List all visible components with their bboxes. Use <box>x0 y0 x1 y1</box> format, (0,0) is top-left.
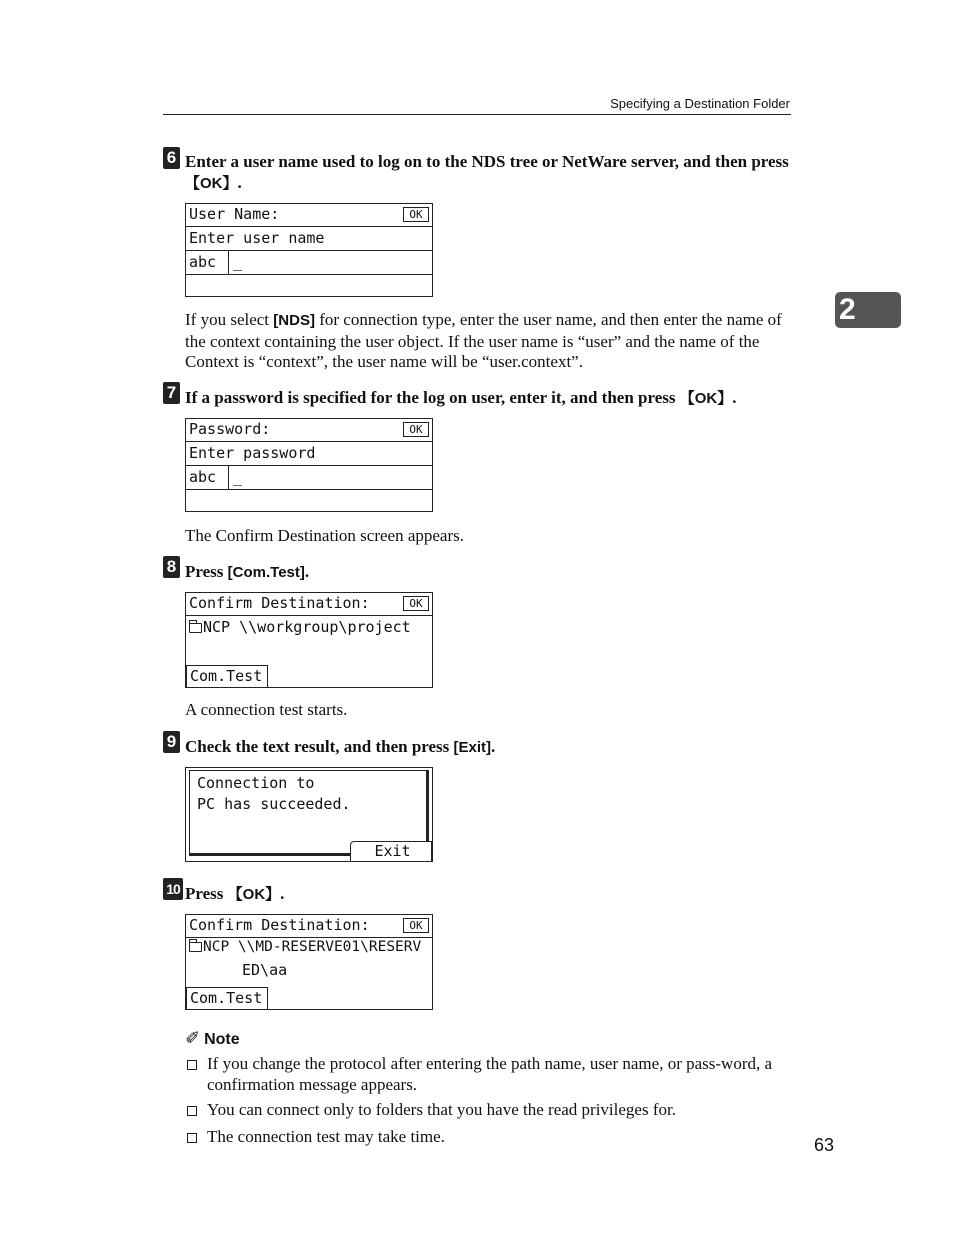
input-divider <box>228 466 229 489</box>
lcd-title: Confirm Destination: <box>189 916 370 934</box>
note-item-text: The connection test may take time. <box>207 1127 445 1146</box>
step-number-9: 9 <box>163 731 180 753</box>
step-8-period: . <box>304 562 310 581</box>
result-line-2: PC has succeeded. <box>197 795 351 813</box>
note-item-text: You can connect only to folders that you have the read privileges for. <box>207 1100 676 1119</box>
lcd-title-row <box>186 593 432 616</box>
note-label: Note <box>204 1031 240 1048</box>
step-8-text: Press <box>185 562 228 581</box>
input-mode-label: abc <box>189 253 217 271</box>
step-9-period: . <box>491 737 496 756</box>
destination-path-line-2: ED\aa <box>242 961 288 979</box>
checkbox-icon <box>187 1106 197 1116</box>
ok-button[interactable]: OK <box>403 918 429 933</box>
exit-button[interactable]: Exit <box>350 841 432 861</box>
lcd-title-row <box>186 419 432 442</box>
lcd-confirm-destination-screen <box>185 592 433 688</box>
confirm-screen-note: The Confirm Destination screen appears. <box>185 526 464 545</box>
step-8-instruction <box>185 561 791 583</box>
destination-path <box>189 618 411 636</box>
step-number-8: 8 <box>163 556 180 578</box>
step-6-instruction <box>185 151 791 194</box>
lcd-user-name-screen <box>185 203 433 297</box>
com-test-button[interactable]: Com.Test <box>186 987 268 1009</box>
ok-key-label: 【OK】 <box>227 886 281 903</box>
step-7-period: . <box>732 388 737 407</box>
result-line-1: Connection to <box>197 774 315 792</box>
lcd-input-row[interactable] <box>186 466 432 490</box>
ok-key-label: 【OK】 <box>185 175 238 192</box>
lcd-input-row[interactable] <box>186 251 432 275</box>
lcd-confirm-destination-screen-2 <box>185 914 433 1010</box>
note-item-text: If you change the protocol after entering the path name, user name, or pass-word, a confirmation message appears. <box>207 1054 773 1094</box>
ok-button[interactable]: OK <box>403 422 429 437</box>
ok-button[interactable]: OK <box>403 207 429 222</box>
folder-icon <box>189 942 202 952</box>
input-mode-label: abc <box>189 468 217 486</box>
test-starts-note: A connection test starts. <box>185 700 348 719</box>
step-9-instruction <box>185 736 791 758</box>
nds-key-label: [NDS] <box>273 312 315 329</box>
page-number: 63 <box>813 1135 834 1155</box>
step-6-text: Enter a user name used to log on to the NDS tree or NetWare server, and then press <box>185 152 789 171</box>
step-6-period: . <box>237 173 242 192</box>
ok-key-label: 【OK】 <box>679 390 733 407</box>
nds-text-pre: If you select <box>185 310 274 329</box>
com-test-key-label: [Com.Test] <box>227 564 305 581</box>
note-item <box>185 1127 791 1149</box>
lcd-password-screen <box>185 418 433 512</box>
text-cursor: _ <box>233 253 243 271</box>
note-item <box>185 1100 791 1122</box>
note-item <box>185 1054 791 1096</box>
lcd-prompt-row <box>186 442 432 466</box>
destination-path-line-1 <box>189 939 421 955</box>
checkbox-icon <box>187 1060 197 1070</box>
nds-text-post: for connection type, enter the user name, and then enter the name of the context containing the user object. If the user name is “user” and the name of the Context is “context”, the user name will be “user.context”. <box>185 310 782 371</box>
ok-button[interactable]: OK <box>403 596 429 611</box>
step-9-text: Check the text result, and then press <box>185 737 454 756</box>
note-heading <box>185 1028 240 1049</box>
lcd-title: Confirm Destination: <box>189 594 370 612</box>
lcd-prompt: Enter password <box>189 444 316 462</box>
step-number-7: 7 <box>163 382 180 404</box>
lcd-title-row <box>186 915 432 938</box>
com-test-button[interactable]: Com.Test <box>186 665 268 687</box>
step-number-6: 6 <box>163 147 180 169</box>
running-header: Specifying a Destination Folder <box>610 96 790 111</box>
destination-path-text-1: NCP \\MD-RESERVE01\RESERV <box>203 939 422 955</box>
header-rule <box>163 114 791 115</box>
step-7-instruction <box>185 387 791 409</box>
step-10-text: Press <box>185 884 228 903</box>
text-cursor: _ <box>233 468 243 486</box>
lcd-title-row <box>186 204 432 227</box>
chapter-tab: 2 <box>835 292 901 328</box>
input-divider <box>228 251 229 274</box>
lcd-prompt-row <box>186 227 432 251</box>
step-10-period: . <box>280 884 285 903</box>
lcd-title: User Name: <box>189 205 280 223</box>
step-number-10: 10 <box>163 878 183 900</box>
lcd-prompt: Enter user name <box>189 229 325 247</box>
exit-key-label: [Exit] <box>453 739 492 756</box>
folder-icon <box>189 623 202 633</box>
nds-paragraph <box>185 310 791 373</box>
lcd-title: Password: <box>189 420 271 438</box>
pencil-icon: ✐ <box>185 1028 201 1048</box>
checkbox-icon <box>187 1133 197 1143</box>
step-7-text: If a password is specified for the log on user, enter it, and then press <box>185 388 680 407</box>
lcd-result-screen <box>185 767 433 862</box>
step-10-instruction <box>185 883 791 905</box>
destination-path-text: NCP \\workgroup\project <box>203 618 411 636</box>
